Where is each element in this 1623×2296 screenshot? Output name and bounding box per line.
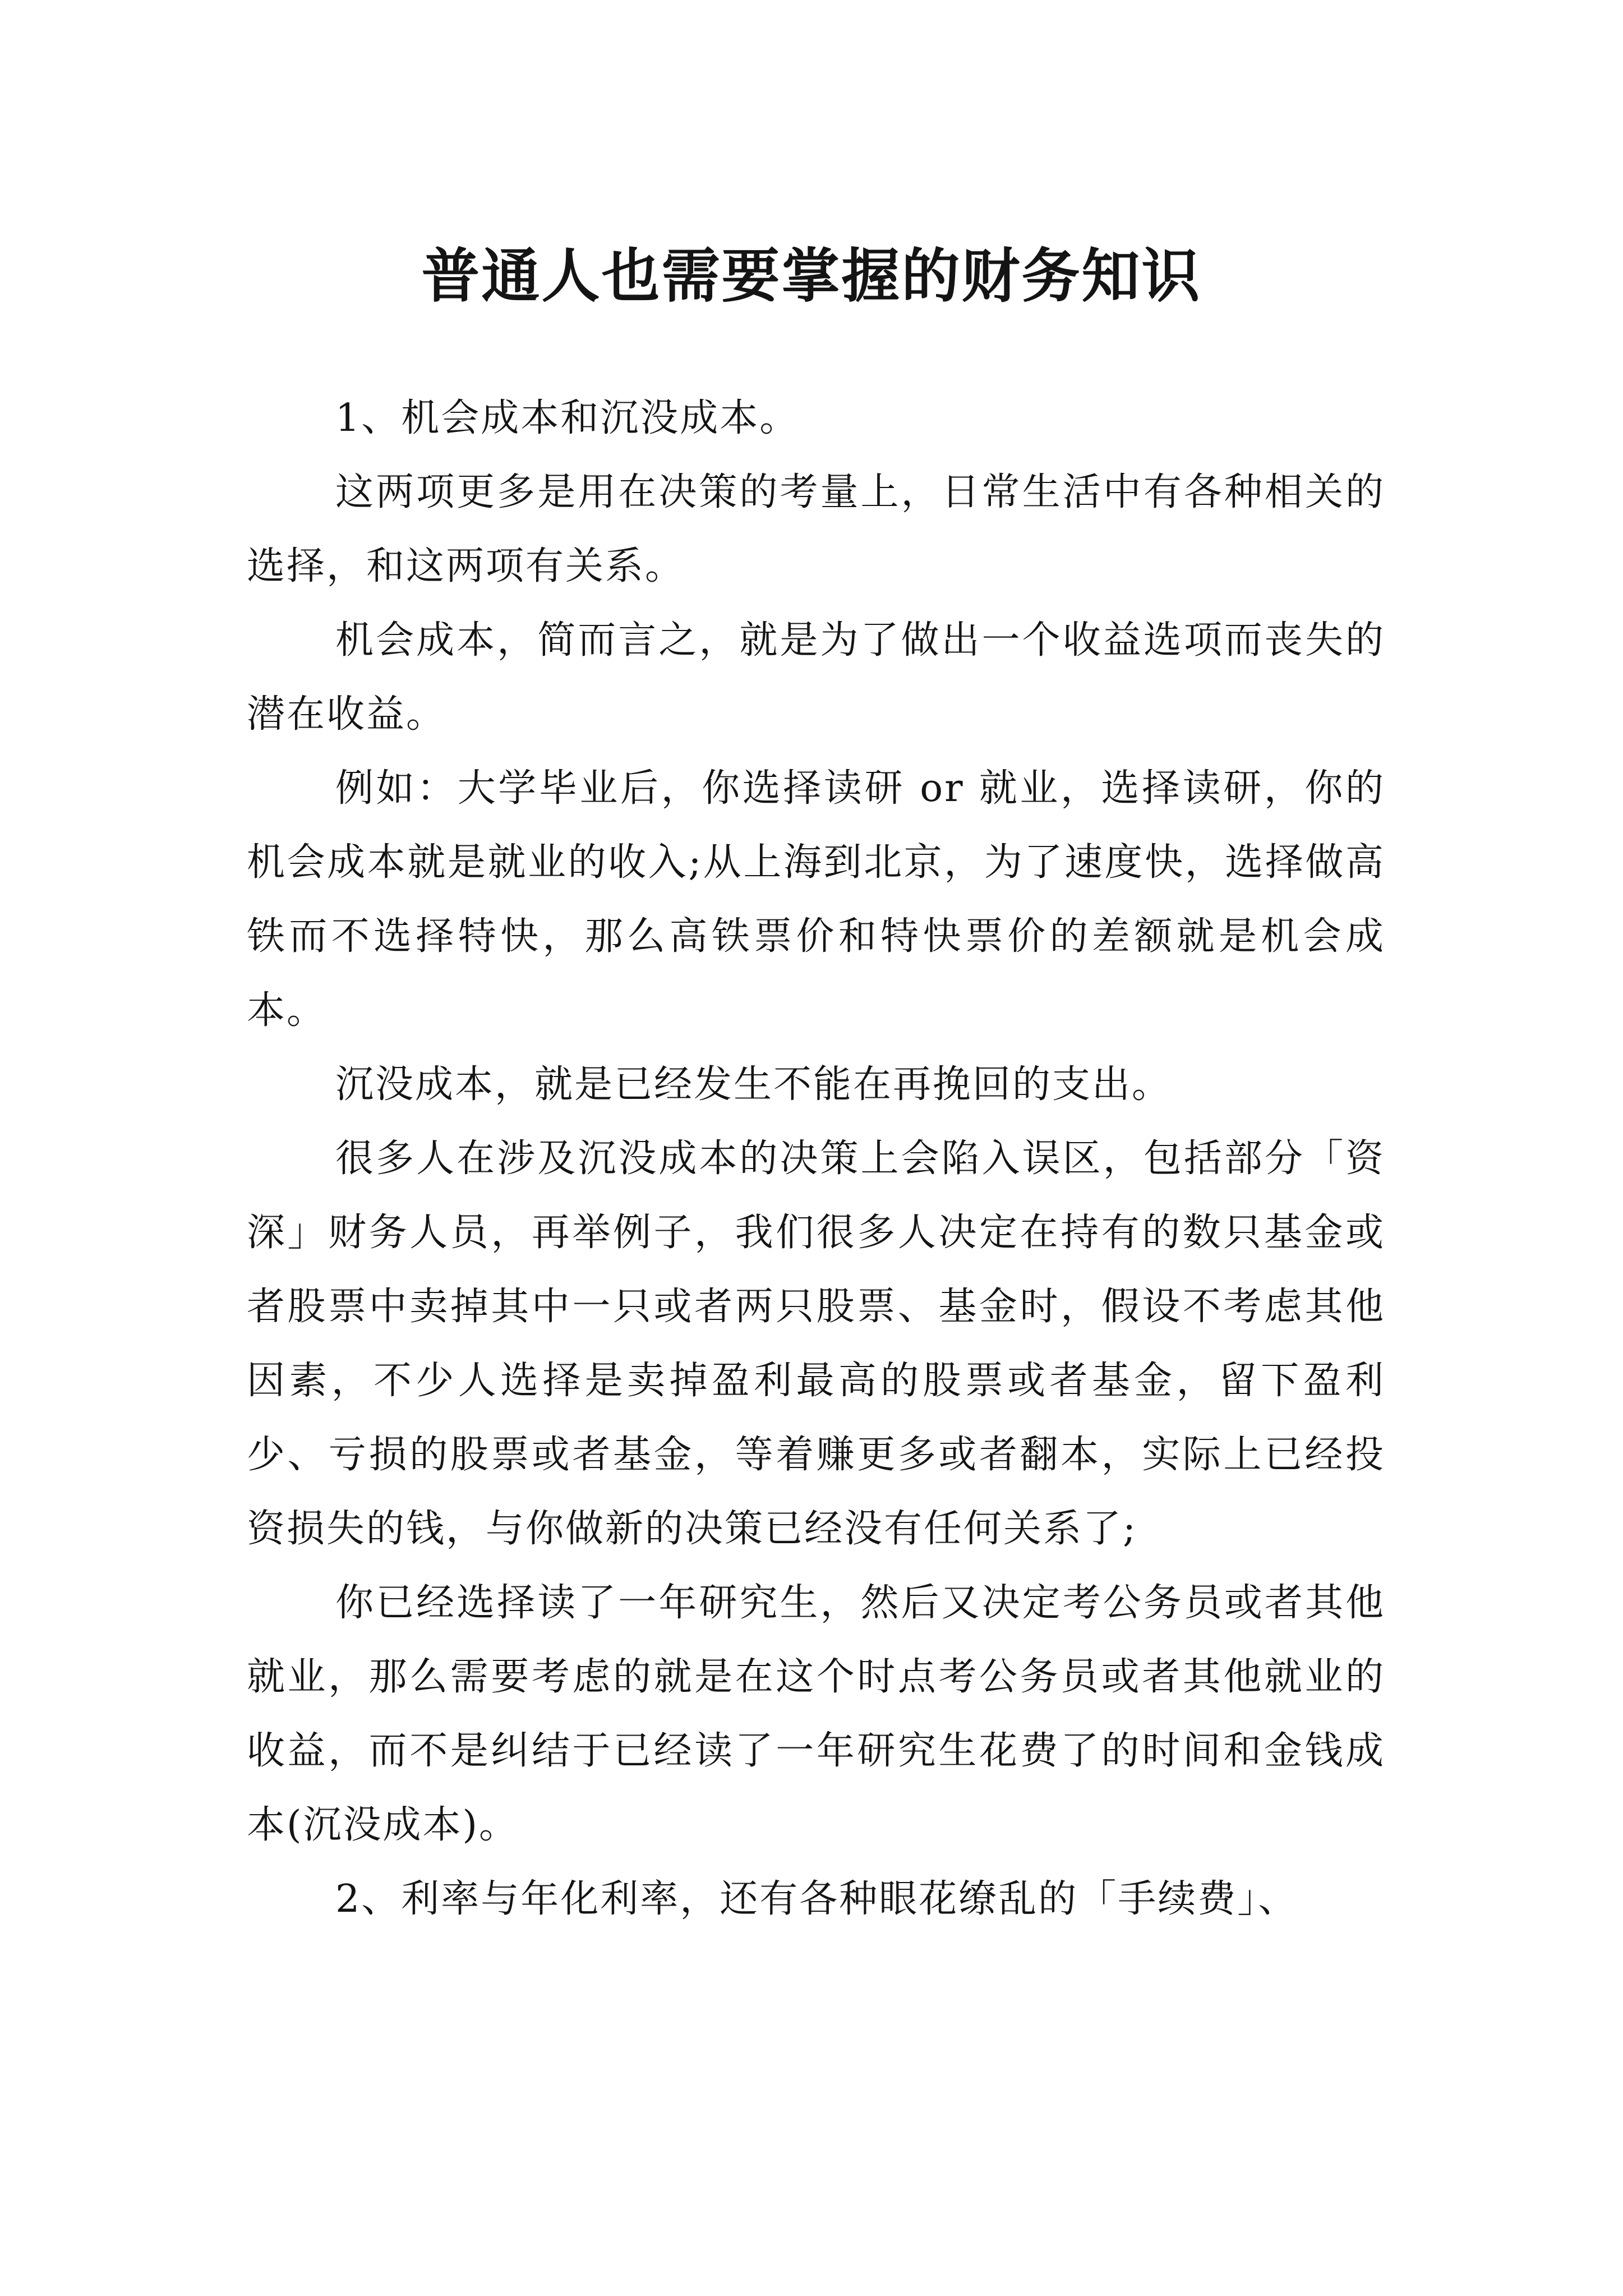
paragraph: 机会成本，简而言之，就是为了做出一个收益选项而丧失的潜在收益。 [247,618,1385,737]
paragraph: 很多人在涉及沉没成本的决策上会陷入误区，包括部分「资深」财务人员，再举例子，我们很多人决定在持有的数只基金或者股票中卖掉其中一只或者两只股票、基金时，假设不考虑其他因素，不少人选择是卖掉盈利最高的股票或者基金，留下盈利少、亏损的股票或者基金，等着赚更多或者翻本，实际上已经投资损失的钱，与你做新的决策已经没有任何关系了; [247,1137,1385,1551]
paragraph: 你已经选择读了一年研究生，然后又决定考公务员或者其他就业，那么需要考虑的就是在这个时点考公务员或者其他就业的收益，而不是纠结于已经读了一年研究生花费了的时间和金钱成本(沉没成本)。 [247,1581,1385,1847]
paragraph-heading-2: 2、利率与年化利率，还有各种眼花缭乱的「手续费」、 [335,1877,1298,1921]
paragraph: 沉没成本，就是已经发生不能在再挽回的支出。 [335,1062,1172,1107]
paragraph: 这两项更多是用在决策的考量上，日常生活中有各种相关的选择，和这两项有关系。 [247,470,1385,588]
paragraph: 例如：大学毕业后，你选择读研 or 就业，选择读研，你的机会成本就是就业的收入;从上海到北京，为了速度快，选择做高铁而不选择特快，那么高铁票价和特快票价的差额就是机会成本。 [247,766,1385,1033]
document-title: 普通人也需要掌握的财务知识 [421,241,1202,310]
paragraph-heading-1: 1、机会成本和沉没成本。 [335,396,800,440]
document-body [247,381,1385,1936]
